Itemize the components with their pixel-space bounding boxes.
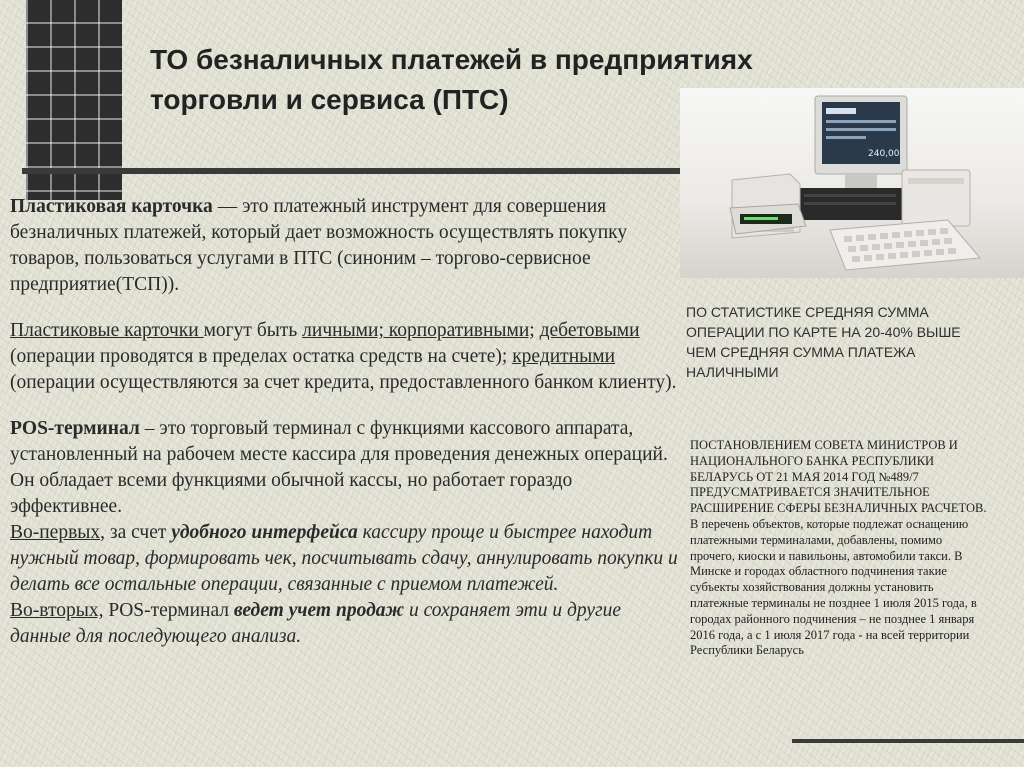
term-plastic-card: Пластиковая карточка: [10, 196, 213, 217]
definition-plastic-card: Пластиковая карточка — это платежный инструмент для совершения безналичных платежей, который дает возможность осуществлять покупку товаров, пользоваться услугами в ПТС (синоним – торгово-сервисное предприятие(ТСП)).: [10, 196, 628, 295]
pos-terminal-photo: [680, 88, 1024, 278]
keyboard: [830, 220, 980, 270]
term-plastic-cards: Пластиковые карточки: [10, 320, 204, 341]
decree-body: В перечень объектов, которые подлежат оснащению платежными терминалами, добавлены, помимо прочего, киоски и павильоны, автомобили такси. В Минске и городах областного подчинения такие субъекты хозяйствования должны установить платежные терминалы не позднее 1 июля 2015 года, в городах районного подчинения – не позднее 1 января 2016 года, а с 1 июля 2017 года - на всей территории Республики Беларусь: [690, 516, 977, 658]
statistics-note: ПО СТАТИСТИКЕ СРЕДНЯЯ СУММА ОПЕРАЦИИ ПО КАРТЕ НА 20-40% ВЫШЕ ЧЕМ СРЕДНЯЯ СУММА ПЛАТЕЖА НАЛИЧНЫМИ: [686, 304, 961, 380]
type-personal-corporate: личными; корпоративными;: [302, 320, 535, 341]
monitor-stand: [845, 174, 877, 188]
bottom-divider: [792, 739, 1024, 743]
main-content: [10, 194, 678, 650]
lead-second: Во-вторых,: [10, 600, 104, 621]
definition-pos-terminal: POS-терминал – это торговый терминал с функциями кассового аппарата, установленный на рабочем месте кассира для проведения денежных операций. Он обладает всеми функциями обычной кассы, но работает гораздо эффективнее.: [10, 418, 668, 517]
advantage-second: Во-вторых, POS-терминал ведет учет продаж и сохраняет эти и другие данные для последующего анализа.: [10, 600, 622, 647]
screen-amount: 240,00: [868, 149, 900, 159]
advantage-first: Во-первых, за счет удобного интерфейса кассиру проще и быстрее находит нужный товар, формировать чек, посчитывать сдачу, аннулировать покупки и делать все остальные операции, связанные с приемом платежей.: [10, 522, 678, 595]
type-credit: кредитными: [512, 346, 616, 367]
page-title: ТО безналичных платежей в предприятиях торговли и сервиса (ПТС): [150, 44, 753, 115]
term-pos-terminal: POS-терминал: [10, 418, 140, 439]
decree-caps: ПОСТАНОВЛЕНИЕМ СОВЕТА МИНИСТРОВ И НАЦИОНАЛЬНОГО БАНКА РЕСПУБЛИКИ БЕЛАРУСЬ ОТ 21 МАЯ 2014 ГОД №489/7 ПРЕДУСМАТРИВАЕТСЯ ЗНАЧИТЕЛЬНОЕ РАСШИРЕНИЕ СФЕРЫ БЕЗНАЛИЧНЫХ РАСЧЕТОВ.: [690, 438, 987, 516]
lead-first: Во-первых: [10, 522, 101, 543]
emph-sales-accounting: ведет учет продаж: [233, 600, 405, 621]
decree-note: [690, 438, 990, 659]
card-types-paragraph: Пластиковые карточки могут быть личными; корпоративными; дебетовыми (операции проводятся в пределах остатка средств на счете); кредитными (операции осуществляются за счет кредита, предоставленного банком клиенту).: [10, 320, 677, 393]
pos-terminal-illustration: [680, 88, 1024, 278]
emph-interface: удобного интерфейса: [171, 522, 358, 543]
type-debit: дебетовыми: [539, 320, 640, 341]
